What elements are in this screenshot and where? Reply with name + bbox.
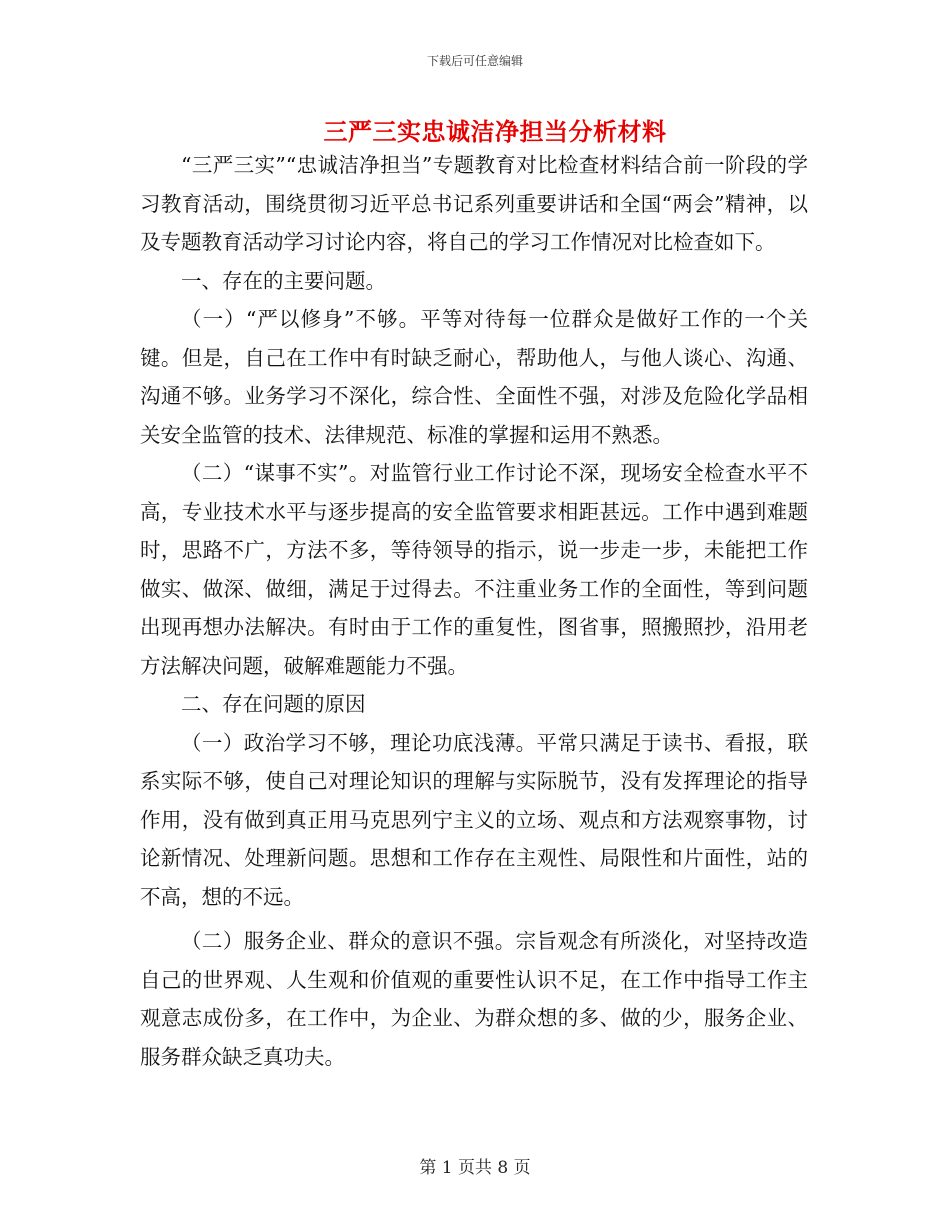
document-body: [140, 146, 808, 1076]
document-title: 三严三实忠诚洁净担当分析材料: [323, 117, 667, 146]
paragraph-problem-2: （二）“谋事不实”。对监管行业工作讨论不深，现场安全检查水平不高，专业技术水平与逐步提高的安全监管要求相距甚远。工作中遇到难题时，思路不广，方法不多，等待领导的指示，说一步走一步，未能把工作做实、做深、做细，满足于过得去。不注重业务工作的全面性，等到问题出现再想办法解决。有时由于工作的重复性，图省事，照搬照抄，沿用老方法解决问题，破解难题能力不强。: [140, 461, 808, 678]
section-heading-causes: 二、存在问题的原因: [181, 692, 366, 716]
intro-paragraph: “三严三实”“忠诚洁净担当”专题教育对比检查材料结合前一阶段的学习教育活动，围绕贯彻习近平总书记系列重要讲话和全国“两会”精神，以及专题教育活动学习讨论内容，将自己的学习工作情况对比检查如下。: [140, 153, 808, 254]
paragraph-cause-2: （二）服务企业、群众的意识不强。宗旨观念有所淡化，对坚持改造自己的世界观、人生观和价值观的重要性认识不足，在工作中指导工作主观意志成份多，在工作中，为企业、为群众想的多、做的少，服务企业、服务群众缺乏真功夫。: [140, 929, 808, 1069]
page-header-note: 下载后可任意编辑: [426, 54, 523, 68]
page-number: 第 1 页共 8 页: [419, 1158, 531, 1178]
section-heading-main-problems: 一、存在的主要问题。: [181, 268, 386, 293]
paragraph-cause-1: （一）政治学习不够，理论功底浅薄。平常只满足于读书、看报，联系实际不够，使自己对理论知识的理解与实际脱节，没有发挥理论的指导作用，没有做到真正用马克思列宁主义的立场、观点和方法观察事物，讨论新情况、处理新问题。思想和工作存在主观性、局限性和片面性，站的不高，想的不远。: [140, 730, 808, 909]
paragraph-problem-1: （一）“严以修身”不够。平等对待每一位群众是做好工作的一个关键。但是，自己在工作中有时缺乏耐心，帮助他人，与他人谈心、沟通、沟通不够。业务学习不深化，综合性、全面性不强，对涉及危险化学品相关安全监管的技术、法律规范、标准的掌握和运用不熟悉。: [140, 307, 808, 447]
